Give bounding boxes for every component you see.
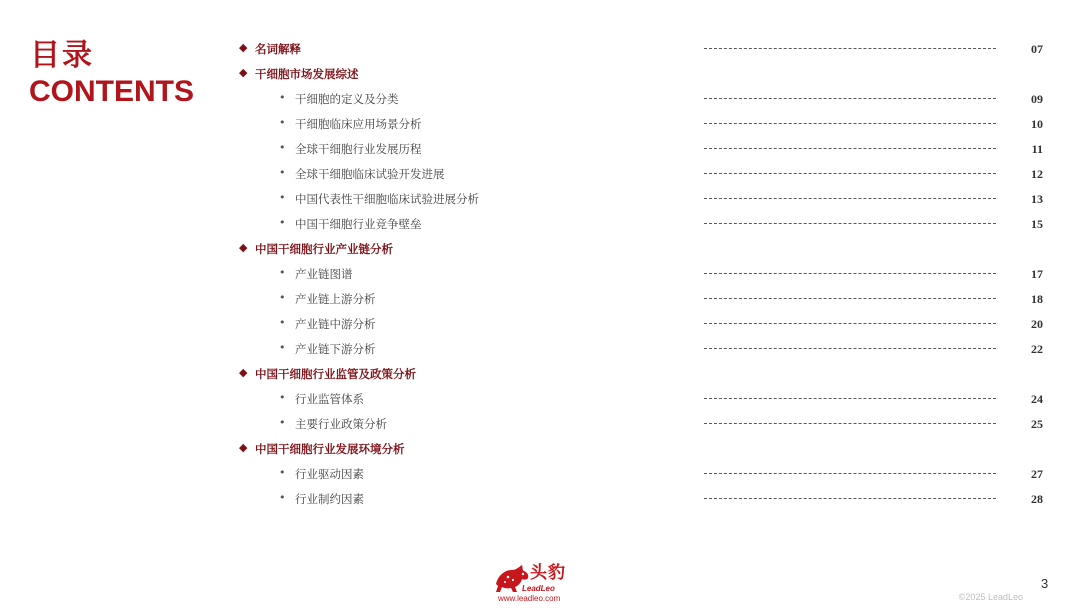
toc-item-row[interactable]	[0, 462, 1080, 487]
diamond-bullet-icon: ◆	[239, 66, 248, 79]
dot-bullet-icon: •	[279, 291, 286, 304]
toc-item-label: 产业链上游分析	[295, 292, 376, 306]
toc-page-number: 17	[1031, 267, 1043, 281]
toc-page-number: 20	[1031, 317, 1043, 331]
toc-section-label: 中国干细胞行业监管及政策分析	[255, 367, 416, 381]
toc-item-row[interactable]	[0, 487, 1080, 512]
logo-url: www.leadleo.com	[498, 594, 561, 603]
toc-section-row[interactable]	[0, 37, 1080, 62]
toc-item-label: 行业监管体系	[295, 392, 364, 406]
dot-bullet-icon: •	[279, 391, 286, 404]
toc-item-label: 全球干细胞行业发展历程	[295, 142, 422, 156]
toc-item-label: 行业驱动因素	[295, 467, 364, 481]
dot-bullet-icon: •	[279, 166, 286, 179]
toc-item-row[interactable]	[0, 162, 1080, 187]
toc-page-number: 12	[1031, 167, 1043, 181]
toc-section-row[interactable]	[0, 437, 1080, 462]
table-of-contents	[0, 37, 1080, 512]
dotted-leader	[704, 198, 996, 199]
dotted-leader	[704, 498, 996, 499]
toc-section-row[interactable]	[0, 62, 1080, 87]
dotted-leader	[704, 48, 996, 49]
dotted-leader	[704, 123, 996, 124]
toc-item-row[interactable]	[0, 412, 1080, 437]
toc-section-label: 干细胞市场发展综述	[255, 67, 359, 81]
toc-item-label: 主要行业政策分析	[295, 417, 387, 431]
dot-bullet-icon: •	[279, 466, 286, 479]
toc-item-row[interactable]	[0, 387, 1080, 412]
diamond-bullet-icon: ◆	[239, 41, 248, 54]
toc-item-row[interactable]	[0, 287, 1080, 312]
dotted-leader	[704, 398, 996, 399]
toc-page-number: 28	[1031, 492, 1043, 506]
dotted-leader	[704, 273, 996, 274]
dot-bullet-icon: •	[279, 216, 286, 229]
toc-item-label: 中国干细胞行业竞争壁垒	[295, 217, 422, 231]
dotted-leader	[704, 148, 996, 149]
toc-item-label: 干细胞临床应用场景分析	[295, 117, 422, 131]
toc-page-number: 27	[1031, 467, 1043, 481]
dot-bullet-icon: •	[279, 91, 286, 104]
title-english: CONTENTS	[29, 75, 194, 108]
toc-item-row[interactable]	[0, 262, 1080, 287]
toc-page-number: 22	[1031, 342, 1043, 356]
toc-item-label: 产业链中游分析	[295, 317, 376, 331]
toc-page-number: 24	[1031, 392, 1043, 406]
toc-item-label: 全球干细胞临床试验开发进展	[295, 167, 445, 181]
logo-text-chinese: 头豹	[530, 563, 566, 583]
toc-page-number: 18	[1031, 292, 1043, 306]
slide-number: 3	[1041, 576, 1049, 591]
toc-section-label: 中国干细胞行业发展环境分析	[255, 442, 405, 456]
toc-section-row[interactable]	[0, 237, 1080, 262]
dotted-leader	[704, 223, 996, 224]
dotted-leader	[704, 473, 996, 474]
toc-section-label: 名词解释	[255, 42, 301, 56]
toc-item-label: 行业制约因素	[295, 492, 364, 506]
toc-item-label: 产业链下游分析	[295, 342, 376, 356]
toc-item-row[interactable]	[0, 112, 1080, 137]
dot-bullet-icon: •	[279, 191, 286, 204]
dotted-leader	[704, 98, 996, 99]
toc-section-row[interactable]	[0, 362, 1080, 387]
diamond-bullet-icon: ◆	[239, 241, 248, 254]
toc-page-number: 15	[1031, 217, 1043, 231]
toc-item-row[interactable]	[0, 212, 1080, 237]
dot-bullet-icon: •	[279, 491, 286, 504]
logo-text-english: LeadLeo	[522, 584, 555, 593]
toc-item-row[interactable]	[0, 187, 1080, 212]
toc-item-row[interactable]	[0, 312, 1080, 337]
dot-bullet-icon: •	[279, 341, 286, 354]
toc-item-row[interactable]	[0, 337, 1080, 362]
dotted-leader	[704, 423, 996, 424]
dot-bullet-icon: •	[279, 266, 286, 279]
dotted-leader	[704, 173, 996, 174]
toc-item-label: 产业链图谱	[295, 267, 353, 281]
dotted-leader	[704, 298, 996, 299]
toc-page-number: 09	[1031, 92, 1043, 106]
dot-bullet-icon: •	[279, 416, 286, 429]
toc-item-label: 中国代表性干细胞临床试验进展分析	[295, 192, 479, 206]
toc-item-row[interactable]	[0, 87, 1080, 112]
toc-page-number: 07	[1031, 42, 1043, 56]
copyright-notice: ©2025 LeadLeo	[958, 592, 1023, 602]
dotted-leader	[704, 323, 996, 324]
dot-bullet-icon: •	[279, 141, 286, 154]
leadleo-logo	[494, 562, 590, 606]
toc-section-label: 中国干细胞行业产业链分析	[255, 242, 393, 256]
toc-item-label: 干细胞的定义及分类	[295, 92, 399, 106]
toc-page-number: 11	[1031, 142, 1043, 156]
toc-item-row[interactable]	[0, 137, 1080, 162]
title-chinese: 目录	[30, 38, 94, 73]
toc-page-number: 10	[1031, 117, 1043, 131]
dot-bullet-icon: •	[279, 316, 286, 329]
toc-page-number: 25	[1031, 417, 1043, 431]
diamond-bullet-icon: ◆	[239, 366, 248, 379]
dot-bullet-icon: •	[279, 116, 286, 129]
diamond-bullet-icon: ◆	[239, 441, 248, 454]
dotted-leader	[704, 348, 996, 349]
toc-page-number: 13	[1031, 192, 1043, 206]
